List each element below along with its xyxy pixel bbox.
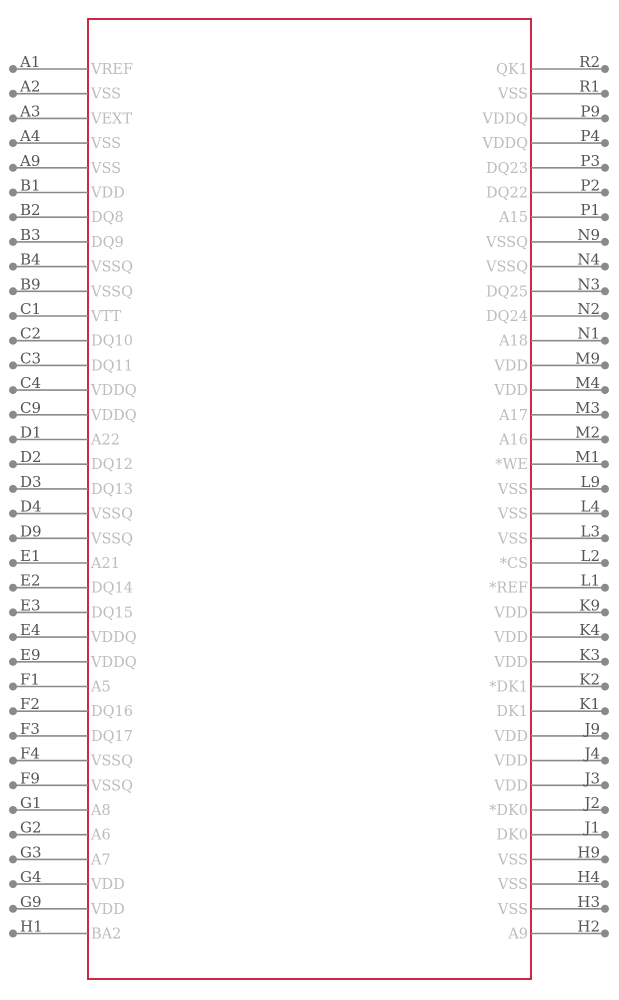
pin-name-label: A16 bbox=[499, 432, 528, 449]
pin-terminal-dot bbox=[601, 880, 609, 888]
pin-name-label: VSSQ bbox=[91, 284, 133, 301]
pin-name-label: VSS bbox=[497, 852, 528, 869]
left-pin bbox=[9, 399, 137, 424]
pin-number: L2 bbox=[580, 547, 600, 565]
left-pin bbox=[9, 695, 133, 720]
left-pin bbox=[9, 300, 121, 325]
pin-terminal-dot bbox=[601, 683, 609, 691]
pin-number: P1 bbox=[580, 201, 600, 220]
right-pin bbox=[493, 646, 609, 671]
right-pin bbox=[493, 621, 609, 646]
pin-name-label: DQ15 bbox=[91, 605, 133, 622]
pin-name-label: A8 bbox=[91, 803, 111, 819]
pin-number: J9 bbox=[584, 719, 600, 738]
pin-terminal-dot bbox=[601, 386, 609, 394]
pin-terminal-dot bbox=[601, 732, 609, 740]
pin-terminal-dot bbox=[601, 757, 609, 765]
left-pin bbox=[9, 794, 111, 819]
pin-terminal-dot bbox=[601, 436, 609, 444]
right-pin bbox=[498, 201, 609, 226]
right-pin-group bbox=[481, 53, 609, 943]
pin-number: G3 bbox=[20, 843, 42, 862]
pin-name-label: DQ25 bbox=[486, 284, 528, 301]
right-pin bbox=[493, 769, 609, 794]
pin-terminal-dot bbox=[9, 90, 17, 98]
pin-number: R2 bbox=[579, 53, 600, 71]
right-pin bbox=[496, 53, 609, 78]
left-pin bbox=[9, 251, 133, 276]
pin-terminal-dot bbox=[9, 534, 17, 542]
left-pin bbox=[9, 547, 120, 572]
pin-name-label: VDD bbox=[494, 605, 528, 622]
pin-number: K2 bbox=[579, 670, 600, 689]
left-pin bbox=[9, 424, 120, 449]
pin-number: J3 bbox=[584, 769, 600, 788]
pin-terminal-dot bbox=[601, 139, 609, 147]
left-pin bbox=[9, 572, 133, 597]
pin-number: A2 bbox=[20, 77, 41, 96]
pin-terminal-dot bbox=[9, 855, 17, 863]
pin-number: R1 bbox=[579, 77, 600, 96]
pin-name-label: A7 bbox=[91, 852, 111, 869]
pin-name-label: VSS bbox=[91, 86, 122, 103]
pin-name-label: VDD bbox=[91, 185, 125, 202]
pin-name-label: DQ8 bbox=[91, 210, 124, 227]
pin-terminal-dot bbox=[601, 930, 609, 938]
pin-number: H1 bbox=[20, 917, 43, 936]
pin-name-label: DQ24 bbox=[486, 309, 528, 325]
left-pin bbox=[9, 102, 132, 127]
right-pin bbox=[497, 522, 609, 547]
pin-name-label: VDD bbox=[494, 358, 528, 375]
pin-terminal-dot bbox=[601, 238, 609, 246]
pin-terminal-dot bbox=[9, 65, 17, 73]
pin-name-label: *DK1 bbox=[489, 679, 528, 696]
pin-name-label: VEXT bbox=[91, 111, 133, 128]
pin-number: D4 bbox=[20, 497, 42, 516]
pin-name-label: VDDQ bbox=[91, 654, 137, 671]
pin-terminal-dot bbox=[601, 164, 609, 172]
pin-terminal-dot bbox=[9, 386, 17, 394]
pin-terminal-dot bbox=[601, 460, 609, 468]
pin-number: G2 bbox=[20, 818, 42, 837]
right-pin bbox=[497, 843, 609, 868]
pin-number: M1 bbox=[575, 448, 600, 467]
left-pin bbox=[9, 893, 125, 918]
pin-number: M4 bbox=[575, 374, 600, 393]
pin-number: F3 bbox=[20, 719, 40, 738]
pin-name-label: VSSQ bbox=[486, 259, 528, 276]
left-pin-group bbox=[9, 53, 137, 943]
left-pin bbox=[9, 498, 133, 523]
pin-terminal-dot bbox=[9, 436, 17, 444]
pin-number: L3 bbox=[580, 522, 600, 541]
right-pin bbox=[497, 78, 609, 103]
left-pin bbox=[9, 374, 137, 399]
right-pin bbox=[486, 177, 609, 202]
pin-number: E9 bbox=[20, 645, 41, 664]
pin-number: L1 bbox=[580, 571, 600, 590]
pin-number: M2 bbox=[575, 423, 600, 442]
pin-terminal-dot bbox=[601, 411, 609, 419]
right-pin bbox=[496, 695, 609, 720]
pin-number: K1 bbox=[579, 695, 600, 714]
right-pin bbox=[493, 349, 609, 374]
pin-terminal-dot bbox=[9, 880, 17, 888]
left-pin bbox=[9, 201, 124, 226]
pin-terminal-dot bbox=[9, 732, 17, 740]
pin-terminal-dot bbox=[9, 485, 17, 493]
pin-name-label: A6 bbox=[91, 827, 111, 844]
left-pin bbox=[9, 720, 133, 745]
left-pin bbox=[9, 473, 133, 498]
pin-terminal-dot bbox=[9, 361, 17, 369]
pin-name-label: *DK0 bbox=[489, 803, 528, 819]
pin-name-label: *CS bbox=[499, 556, 528, 572]
pin-number: P3 bbox=[580, 151, 600, 170]
pin-name-label: A21 bbox=[91, 556, 120, 572]
pin-terminal-dot bbox=[601, 781, 609, 789]
pin-name-label: A9 bbox=[508, 926, 528, 943]
pin-terminal-dot bbox=[601, 189, 609, 197]
left-pin bbox=[9, 448, 133, 473]
right-pin bbox=[497, 868, 609, 893]
pin-terminal-dot bbox=[601, 608, 609, 616]
pin-number: K4 bbox=[579, 621, 600, 640]
left-pin bbox=[9, 745, 133, 770]
pin-terminal-dot bbox=[601, 263, 609, 271]
pin-number: J4 bbox=[584, 744, 600, 763]
pin-number: B3 bbox=[20, 225, 41, 244]
pin-terminal-dot bbox=[601, 485, 609, 493]
pin-name-label: VDDQ bbox=[482, 111, 528, 128]
pin-terminal-dot bbox=[601, 855, 609, 863]
pin-terminal-dot bbox=[9, 213, 17, 221]
pin-terminal-dot bbox=[9, 312, 17, 320]
left-pin bbox=[9, 78, 121, 103]
pin-terminal-dot bbox=[601, 90, 609, 98]
pin-number: H3 bbox=[577, 892, 600, 911]
pin-number: L9 bbox=[580, 472, 600, 491]
right-pin bbox=[493, 596, 609, 621]
pin-number: D1 bbox=[20, 423, 42, 442]
pin-name-label: VDDQ bbox=[482, 136, 528, 153]
pin-name-label: VSSQ bbox=[91, 259, 133, 276]
left-pin bbox=[9, 177, 125, 202]
pin-name-label: DQ23 bbox=[486, 160, 528, 177]
pin-number: G9 bbox=[20, 892, 42, 911]
pin-terminal-dot bbox=[601, 633, 609, 641]
pin-name-label: VDDQ bbox=[91, 383, 137, 400]
pin-number: B1 bbox=[20, 176, 41, 195]
pin-number: D9 bbox=[20, 522, 42, 541]
pin-terminal-dot bbox=[9, 658, 17, 666]
pin-name-label: QK1 bbox=[496, 62, 528, 78]
pin-number: F9 bbox=[20, 769, 40, 788]
pin-name-label: DQ12 bbox=[91, 457, 133, 474]
left-pin bbox=[9, 522, 133, 547]
pin-number: N9 bbox=[577, 225, 600, 244]
pin-name-label: DQ22 bbox=[486, 185, 528, 202]
pin-number: B9 bbox=[20, 275, 41, 294]
pin-terminal-dot bbox=[601, 534, 609, 542]
pin-name-label: VDD bbox=[494, 630, 528, 647]
pin-number: N3 bbox=[577, 275, 600, 294]
pin-terminal-dot bbox=[601, 831, 609, 839]
left-pin bbox=[9, 53, 133, 78]
right-pin bbox=[481, 102, 609, 127]
pin-number: A9 bbox=[20, 151, 41, 170]
pin-terminal-dot bbox=[9, 114, 17, 122]
component-body-outline bbox=[88, 19, 531, 979]
right-pin bbox=[485, 251, 609, 276]
pin-terminal-dot bbox=[601, 312, 609, 320]
pin-number: A1 bbox=[20, 53, 41, 71]
pin-name-label: VSS bbox=[497, 877, 528, 894]
pin-number: C4 bbox=[20, 374, 42, 393]
pin-name-label: VDD bbox=[494, 728, 528, 745]
pin-number: C9 bbox=[20, 398, 42, 417]
right-pin bbox=[485, 226, 609, 251]
pin-name-label: VDD bbox=[91, 877, 125, 894]
pin-name-label: A18 bbox=[499, 333, 528, 350]
pin-name-label: A22 bbox=[91, 432, 120, 449]
pin-name-label: DQ13 bbox=[91, 481, 133, 498]
pin-number: F4 bbox=[20, 744, 40, 763]
left-pin bbox=[9, 127, 121, 152]
pin-number: G1 bbox=[20, 794, 42, 812]
pin-number: P9 bbox=[580, 102, 600, 121]
pin-name-label: A17 bbox=[499, 407, 528, 424]
pin-number: H4 bbox=[577, 868, 600, 887]
right-pin bbox=[486, 300, 609, 325]
pin-number: E1 bbox=[20, 547, 41, 565]
pin-number: H9 bbox=[577, 843, 600, 862]
pin-terminal-dot bbox=[9, 584, 17, 592]
pin-number: D2 bbox=[20, 448, 42, 467]
left-pin bbox=[9, 275, 133, 300]
pin-terminal-dot bbox=[9, 337, 17, 345]
pin-name-label: VSS bbox=[497, 481, 528, 498]
pin-name-label: VDD bbox=[494, 383, 528, 400]
pin-number: C2 bbox=[20, 324, 42, 343]
pin-name-label: VDDQ bbox=[91, 630, 137, 647]
right-pin bbox=[493, 374, 609, 399]
pin-terminal-dot bbox=[9, 287, 17, 295]
pin-name-label: BA2 bbox=[91, 926, 122, 943]
pin-terminal-dot bbox=[9, 905, 17, 913]
left-pin bbox=[9, 918, 121, 943]
pin-number: C1 bbox=[20, 300, 42, 318]
pin-name-label: A15 bbox=[499, 210, 528, 227]
pin-name-label: VDD bbox=[91, 901, 125, 918]
pin-number: F2 bbox=[20, 695, 40, 714]
pin-name-label: DK1 bbox=[496, 704, 528, 721]
pin-terminal-dot bbox=[601, 806, 609, 814]
left-pin bbox=[9, 819, 111, 844]
left-pin bbox=[9, 621, 137, 646]
pin-name-label: DQ14 bbox=[91, 580, 133, 597]
pin-name-label: VSS bbox=[91, 160, 122, 177]
pin-number: N4 bbox=[577, 250, 600, 269]
left-pin bbox=[9, 671, 111, 696]
pin-name-label: VSS bbox=[91, 136, 122, 153]
pin-number: H2 bbox=[577, 917, 600, 936]
pin-terminal-dot bbox=[601, 905, 609, 913]
right-pin bbox=[486, 152, 609, 177]
pin-name-label: DK0 bbox=[496, 827, 528, 844]
pin-terminal-dot bbox=[9, 411, 17, 419]
pin-name-label: VSSQ bbox=[91, 506, 133, 523]
right-pin bbox=[498, 325, 609, 350]
left-pin bbox=[9, 226, 124, 251]
pin-terminal-dot bbox=[9, 559, 17, 567]
right-pin bbox=[497, 498, 609, 523]
pin-number: G4 bbox=[20, 868, 42, 887]
pin-name-label: *WE bbox=[495, 457, 528, 474]
left-pin bbox=[9, 868, 125, 893]
pin-number: M9 bbox=[575, 349, 600, 368]
pin-number: E2 bbox=[20, 571, 41, 590]
pin-name-label: VREF bbox=[91, 62, 134, 78]
pin-terminal-dot bbox=[9, 831, 17, 839]
pin-number: P4 bbox=[580, 127, 600, 146]
pin-number: A4 bbox=[20, 127, 41, 146]
pin-name-label: DQ11 bbox=[91, 358, 133, 375]
pin-terminal-dot bbox=[9, 460, 17, 468]
right-pin bbox=[489, 572, 609, 597]
pin-number: D3 bbox=[20, 472, 42, 491]
pin-number: E4 bbox=[20, 621, 41, 640]
left-pin bbox=[9, 646, 137, 671]
pin-terminal-dot bbox=[9, 707, 17, 715]
left-pin bbox=[9, 843, 111, 868]
pin-name-label: VDD bbox=[494, 654, 528, 671]
pin-name-label: VDD bbox=[494, 778, 528, 795]
pin-number: C3 bbox=[20, 349, 42, 368]
pin-terminal-dot bbox=[9, 930, 17, 938]
right-pin bbox=[498, 399, 609, 424]
right-pin bbox=[493, 745, 609, 770]
pin-number: E3 bbox=[20, 596, 41, 615]
pin-number: N2 bbox=[577, 300, 600, 318]
pin-terminal-dot bbox=[601, 584, 609, 592]
pin-terminal-dot bbox=[601, 707, 609, 715]
pin-number: J1 bbox=[584, 818, 600, 837]
pin-name-label: VSS bbox=[497, 531, 528, 548]
pin-terminal-dot bbox=[601, 510, 609, 518]
left-pin bbox=[9, 325, 133, 350]
right-pin bbox=[507, 918, 609, 943]
pin-terminal-dot bbox=[601, 361, 609, 369]
pin-number: J2 bbox=[584, 794, 600, 812]
pin-terminal-dot bbox=[601, 114, 609, 122]
pin-terminal-dot bbox=[9, 139, 17, 147]
right-pin bbox=[489, 671, 609, 696]
pin-terminal-dot bbox=[601, 213, 609, 221]
pin-terminal-dot bbox=[9, 633, 17, 641]
pin-terminal-dot bbox=[9, 238, 17, 246]
pin-number: M3 bbox=[575, 398, 600, 417]
right-pin bbox=[497, 473, 609, 498]
pin-name-label: VDDQ bbox=[91, 407, 137, 424]
pin-number: A3 bbox=[20, 102, 41, 121]
left-pin bbox=[9, 769, 133, 794]
pin-terminal-dot bbox=[601, 337, 609, 345]
pin-terminal-dot bbox=[9, 757, 17, 765]
pin-terminal-dot bbox=[9, 608, 17, 616]
pin-terminal-dot bbox=[601, 287, 609, 295]
pin-name-label: VSSQ bbox=[486, 234, 528, 251]
pin-number: B2 bbox=[20, 201, 41, 220]
right-pin bbox=[486, 275, 609, 300]
pin-name-label: DQ16 bbox=[91, 704, 133, 721]
pin-name-label: DQ9 bbox=[91, 234, 124, 251]
right-pin bbox=[493, 720, 609, 745]
pin-name-label: VSSQ bbox=[91, 753, 133, 770]
left-pin bbox=[9, 349, 133, 374]
pin-number: B4 bbox=[20, 250, 41, 269]
pin-terminal-dot bbox=[9, 781, 17, 789]
left-pin bbox=[9, 152, 121, 177]
pin-number: P2 bbox=[580, 176, 600, 195]
pin-terminal-dot bbox=[9, 806, 17, 814]
pin-number: K3 bbox=[579, 645, 600, 664]
pin-terminal-dot bbox=[9, 164, 17, 172]
pin-name-label: DQ17 bbox=[91, 728, 133, 745]
pin-number: L4 bbox=[580, 497, 600, 516]
right-pin bbox=[497, 893, 609, 918]
pin-name-label: VSSQ bbox=[91, 778, 133, 795]
right-pin bbox=[495, 448, 609, 473]
left-pin bbox=[9, 596, 133, 621]
pin-name-label: VSS bbox=[497, 506, 528, 523]
pin-name-label: VSS bbox=[497, 86, 528, 103]
pin-terminal-dot bbox=[601, 65, 609, 73]
pin-name-label: VDD bbox=[494, 753, 528, 770]
pin-number: K9 bbox=[579, 596, 600, 615]
pin-number: N1 bbox=[577, 324, 600, 343]
right-pin bbox=[481, 127, 609, 152]
pin-number: F1 bbox=[20, 670, 40, 689]
pin-name-label: VSSQ bbox=[91, 531, 133, 548]
pin-name-label: VSS bbox=[497, 901, 528, 918]
pin-name-label: *REF bbox=[489, 580, 528, 597]
pin-name-label: DQ10 bbox=[91, 333, 133, 350]
right-pin bbox=[500, 547, 609, 572]
pin-name-label: VTT bbox=[91, 309, 122, 325]
pin-terminal-dot bbox=[9, 189, 17, 197]
pin-name-label: A5 bbox=[91, 679, 111, 696]
pin-terminal-dot bbox=[601, 658, 609, 666]
pin-terminal-dot bbox=[601, 559, 609, 567]
right-pin bbox=[489, 794, 609, 819]
pin-terminal-dot bbox=[9, 683, 17, 691]
pin-terminal-dot bbox=[9, 510, 17, 518]
pin-terminal-dot bbox=[9, 263, 17, 271]
right-pin bbox=[498, 424, 609, 449]
right-pin bbox=[496, 819, 609, 844]
